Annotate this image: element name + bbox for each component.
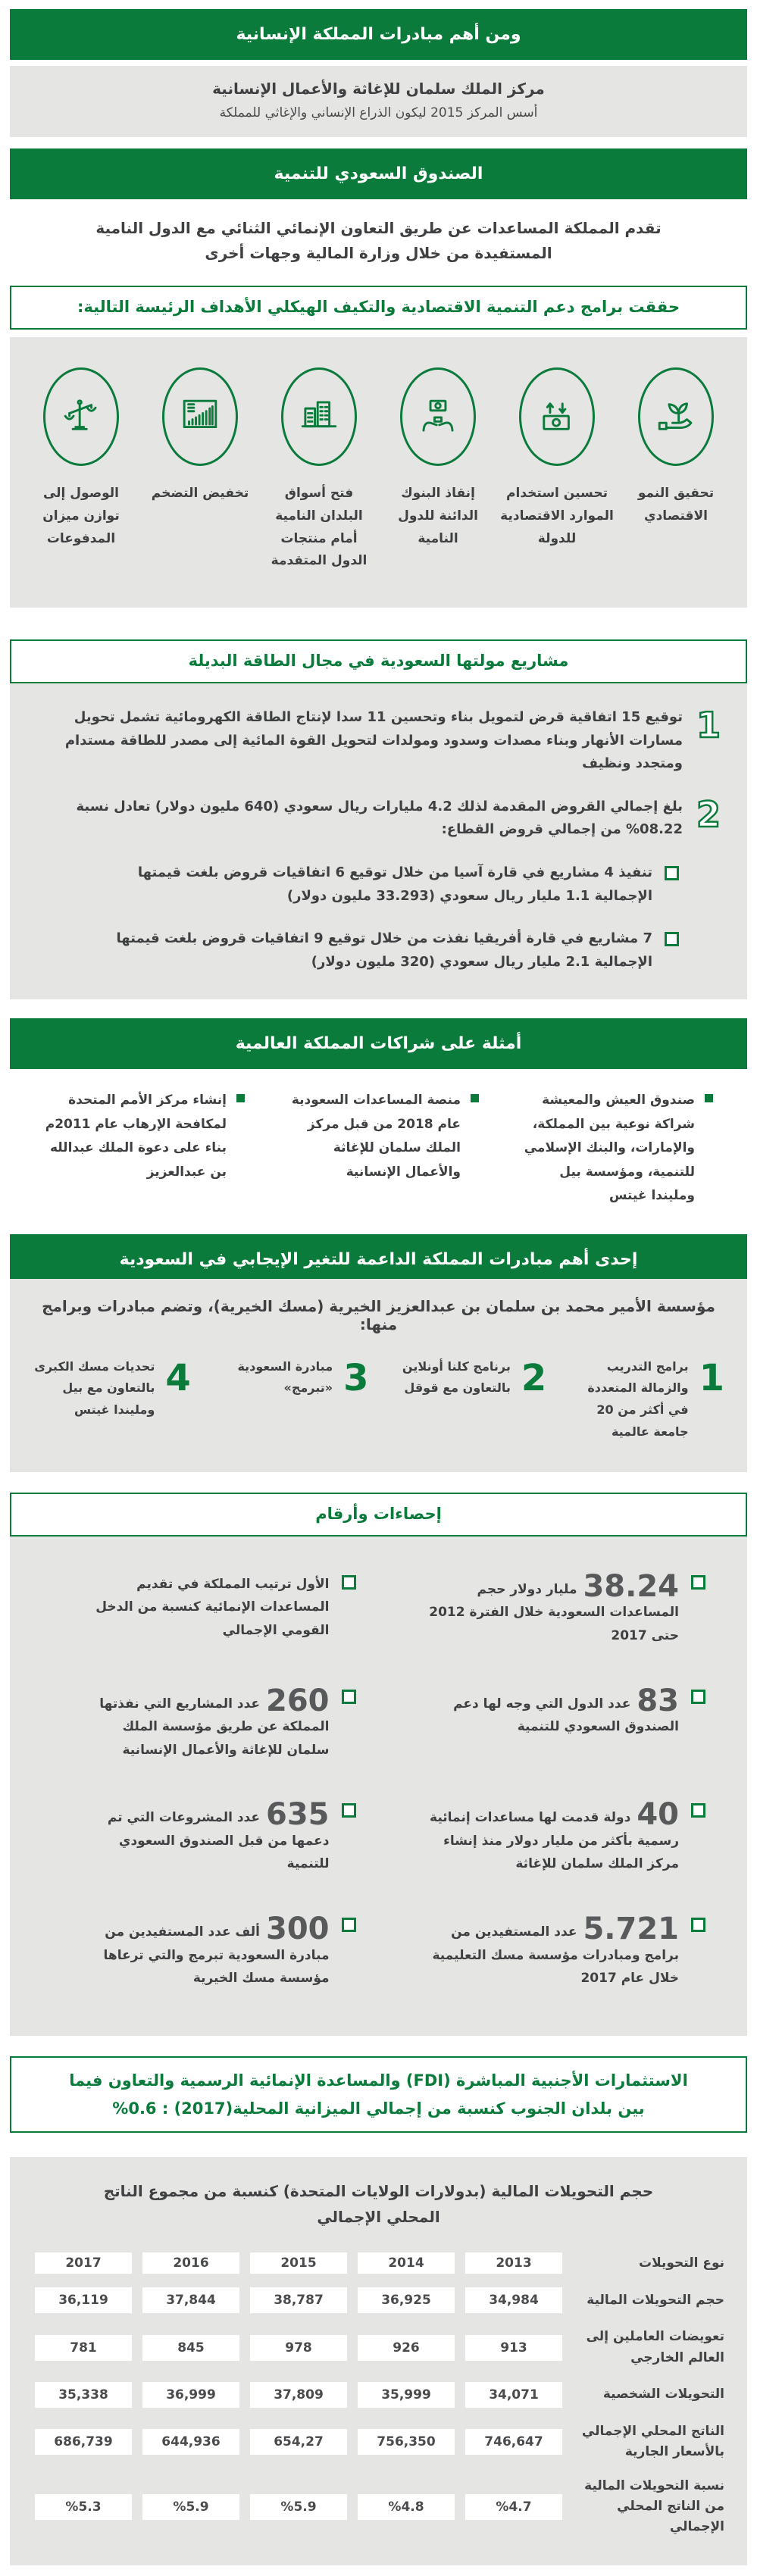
table-cell: 38,787 bbox=[250, 2287, 347, 2313]
partnerships-row bbox=[10, 1069, 747, 1233]
misk-item-text: برنامج كلنا أونلاين بالتعاون مع قوقل bbox=[402, 1358, 511, 1396]
goal-label: تخفيض التضخم bbox=[151, 486, 249, 501]
energy-subitem bbox=[29, 861, 679, 908]
table-cell: %5.3 bbox=[35, 2494, 132, 2520]
goals-row bbox=[23, 367, 734, 573]
misk-item bbox=[211, 1356, 369, 1443]
row-label: نسبة التحويلات المالية من الناتج المحلي الإجمالي bbox=[584, 2478, 724, 2535]
stat-text: مليار دولار حجم المساعدات السعودية خلال الفترة 2012 حتى 2017 bbox=[429, 1581, 679, 1643]
humanitarian-initiatives-banner bbox=[10, 9, 747, 60]
square-bullet-icon bbox=[236, 1094, 245, 1102]
stat-value: 83 bbox=[637, 1683, 679, 1718]
stat-text: عدد المستفيدين من برامج ومبادرات مؤسسة مسك التعليمية خلال عام 2017 bbox=[432, 1924, 679, 1987]
table-cell: 644,936 bbox=[142, 2429, 239, 2455]
table-cell: 746,647 bbox=[465, 2429, 562, 2455]
goals-title: حققت برامج دعم التنمية الاقتصادية والتكيف الهيكلي الأهداف الرئيسة التالية: bbox=[77, 298, 680, 317]
stat-value: 300 bbox=[266, 1912, 330, 1947]
economic-growth-icon bbox=[638, 367, 714, 466]
energy-subitem bbox=[29, 927, 679, 974]
stat-body bbox=[80, 1683, 330, 1762]
misk-item-text: تحديات مسك الكبرى بالتعاون مع بيل ومليندا غيتس bbox=[34, 1358, 155, 1418]
year-header: 2016 bbox=[142, 2252, 239, 2274]
misk-item-text: مبادرة السعودية «تبرمج» bbox=[237, 1358, 333, 1396]
remittances-table-panel bbox=[10, 2157, 747, 2565]
misk-intro: مؤسسة الأمير محمد بن سلمان بن عبدالعزيز الخيرية (مسك الخيرية)، وتضم مبادرات وبرامج منها: bbox=[42, 1296, 715, 1333]
table-cell: %4.7 bbox=[465, 2494, 562, 2520]
year-header: 2015 bbox=[250, 2252, 347, 2274]
resources-usage-icon bbox=[519, 367, 595, 466]
stat-item bbox=[402, 1683, 706, 1762]
energy-item bbox=[29, 793, 721, 842]
goal-label: فتح أسواق البلدان النامية أمام منتجات الدول المتقدمة bbox=[271, 486, 368, 569]
table-type-label: نوع التحويلات bbox=[638, 2255, 724, 2271]
energy-panel bbox=[10, 683, 747, 999]
stat-body bbox=[429, 1912, 679, 1990]
stat-value: 635 bbox=[266, 1797, 330, 1833]
partnership-text: صندوق العيش والمعيشة شراكة نوعية بين المملكة، والإمارات، والبنك الإسلامي للتنمية، ومؤسسة بيل ومليندا غيتس bbox=[524, 1093, 695, 1204]
stat-item bbox=[402, 1912, 706, 1990]
misk-item-text: برامج التدريب والزمالة المتعددة في أكثر من 20 جامعة عالمية bbox=[587, 1358, 689, 1439]
stat-body bbox=[80, 1912, 330, 1990]
goal-item bbox=[499, 367, 615, 573]
partnership-item bbox=[44, 1089, 245, 1208]
table-cell: 35,999 bbox=[358, 2382, 455, 2408]
stat-value: 5.721 bbox=[583, 1912, 679, 1947]
stat-item bbox=[402, 1797, 706, 1876]
table-row bbox=[33, 2287, 724, 2313]
stat-body bbox=[429, 1568, 679, 1648]
misk-item-number: 2 bbox=[521, 1356, 547, 1399]
table-cell: 34,984 bbox=[465, 2287, 562, 2313]
ksrelief-subtitle: أسس المركز 2015 ليكون الذراع الإنساني والإغاثي للمملكة bbox=[219, 105, 538, 120]
partnership-item bbox=[278, 1089, 479, 1208]
sdf-description: تقدم المملكة المساعدات عن طريق التعاون الإنمائي الثنائي مع الدول النامية المستفيدة من خلال وزارة المالية وجهات أخرى bbox=[95, 219, 662, 262]
checkbox-bullet-icon bbox=[691, 1690, 705, 1704]
partnership-item bbox=[512, 1089, 713, 1208]
goal-item bbox=[142, 367, 258, 573]
table-cell: %5.9 bbox=[250, 2494, 347, 2520]
table-cell: 37,844 bbox=[142, 2287, 239, 2313]
stat-body bbox=[80, 1797, 330, 1876]
energy-item-number: 1 bbox=[696, 705, 721, 746]
checkbox-bullet-icon bbox=[691, 1803, 705, 1818]
goals-header-box bbox=[10, 286, 747, 330]
stat-item bbox=[52, 1912, 356, 1990]
stat-text: عدد المشاريع التي نفذتها المملكة عن طريق مؤسسة الملك سلمان للإغاثة والأعمال الإنسانية bbox=[99, 1696, 330, 1758]
misk-item bbox=[33, 1356, 191, 1443]
table-cell: 37,809 bbox=[250, 2382, 347, 2408]
stat-value: 260 bbox=[266, 1683, 330, 1718]
checkbox-bullet-icon bbox=[691, 1918, 705, 1932]
partnerships-banner bbox=[10, 1018, 747, 1069]
table-cell: 654,27 bbox=[250, 2429, 347, 2455]
table-cell: 36,119 bbox=[35, 2287, 132, 2313]
table-cell: 756,350 bbox=[358, 2429, 455, 2455]
table-cell: %5.9 bbox=[142, 2494, 239, 2520]
stat-text: دولة قدمت لها مساعدات إنمائية رسمية بأكثر من مليار دولار منذ إنشاء مركز الملك سلمان للإغاثة bbox=[430, 1810, 679, 1872]
checkbox-bullet-icon bbox=[665, 866, 679, 880]
year-header: 2013 bbox=[465, 2252, 562, 2274]
row-label: الناتج المحلي الإجمالي بالأسعار الجارية bbox=[581, 2423, 724, 2459]
energy-item bbox=[29, 706, 721, 776]
square-bullet-icon bbox=[705, 1094, 713, 1102]
misk-row bbox=[33, 1356, 724, 1443]
fdi-header-box bbox=[10, 2056, 747, 2134]
energy-item-text: بلغ إجمالي القروض المقدمة لذلك 4.2 مليارات ريال سعودي (640 مليون دولار) تعادل نسبة 08.22% من إجمالي قروض القطاع: bbox=[76, 798, 683, 838]
goals-panel bbox=[10, 337, 747, 608]
checkbox-bullet-icon bbox=[342, 1918, 356, 1932]
row-label: تعويضات العاملين إلى العالم الخارجي bbox=[586, 2329, 724, 2365]
table-cell: 686,739 bbox=[35, 2429, 132, 2455]
partnerships-banner-title: أمثلة على شراكات المملكة العالمية bbox=[235, 1034, 522, 1054]
checkbox-bullet-icon bbox=[342, 1803, 356, 1818]
table-cell: 34,071 bbox=[465, 2382, 562, 2408]
goal-item bbox=[261, 367, 377, 573]
stat-body bbox=[429, 1797, 679, 1876]
fdi-title: الاستثمارات الأجنبية المباشرة (FDI) والمساعدة الإنمائية الرسمية والتعاون فيما بين بلدان الجنوب كنسبة من إجمالي الميزانية المحلية(2017) : 0.6% bbox=[69, 2071, 688, 2118]
balance-of-payments-icon bbox=[43, 367, 119, 466]
ksrelief-title: مركز الملك سلمان للإغاثة والأعمال الإنسانية bbox=[212, 80, 545, 98]
partnership-text: إنشاء مركز الأمم المتحدة لمكافحة الإرهاب عام 2011م بناء على دعوة الملك عبدالله بن عبدالعزيز bbox=[45, 1093, 227, 1180]
energy-subitem-text: تنفيذ 4 مشاريع في قارة آسيا من خلال توقيع 6 اتفاقيات قروض بلغت قيمتها الإجمالية 1.1 مليار ريال سعودي (33.293 مليون دولار) bbox=[137, 864, 652, 904]
table-cell: 781 bbox=[35, 2335, 132, 2361]
table-row bbox=[33, 2327, 724, 2368]
stat-text: ألف عدد المستفيدين من مبادرة السعودية تبرمج والتي ترعاها مؤسسة مسك الخيرية bbox=[103, 1924, 330, 1987]
goal-item bbox=[380, 367, 496, 573]
partnership-text: منصة المساعدات السعودية عام 2018 من قبل مركز الملك سلمان للإغاثة والأعمال الإنسانية bbox=[291, 1093, 461, 1180]
stats-panel bbox=[10, 1537, 747, 2036]
goal-item bbox=[618, 367, 734, 573]
goal-label: تحسين استخدام الموارد الاقتصادية للدولة bbox=[500, 486, 614, 546]
table-cell: 926 bbox=[358, 2335, 455, 2361]
checkbox-bullet-icon bbox=[691, 1575, 705, 1590]
table-row bbox=[33, 2421, 724, 2462]
checkbox-bullet-icon bbox=[342, 1690, 356, 1704]
stat-text: عدد المشروعات التي تم دعمها من قبل الصندوق السعودي للتنمية bbox=[107, 1810, 330, 1872]
row-label: التحويلات الشخصية bbox=[602, 2387, 724, 2402]
stat-item bbox=[52, 1797, 356, 1876]
table-cell: 845 bbox=[142, 2335, 239, 2361]
stat-value: 40 bbox=[637, 1797, 679, 1833]
stat-item bbox=[52, 1573, 356, 1648]
misk-banner bbox=[10, 1234, 747, 1285]
table-title: حجم التحويلات المالية (بدولارات الولايات المتحدة) كنسبة من مجموع الناتج المحلي الإجمالي bbox=[103, 2182, 654, 2227]
energy-header-box bbox=[10, 639, 747, 683]
table-cell: %4.8 bbox=[358, 2494, 455, 2520]
table-cell: 36,999 bbox=[142, 2382, 239, 2408]
square-bullet-icon bbox=[471, 1094, 479, 1102]
energy-item-text: توقيع 15 اتفاقية قرض لتمويل بناء وتحسين 11 سدا لإنتاج الطاقة الكهرومائية تشمل تحويل مسارات الأنهار وبناء مصدات وسدود ومولدات لتحويل القوة المائية إلى مصدر للطاقة مستدام ومتجدد ونظيف bbox=[64, 709, 683, 772]
energy-item-number: 2 bbox=[696, 793, 721, 835]
misk-item bbox=[389, 1356, 547, 1443]
goal-label: تحقيق النمو الاقتصادي bbox=[637, 486, 715, 524]
checkbox-bullet-icon bbox=[665, 932, 679, 946]
table-row bbox=[33, 2476, 724, 2538]
year-header: 2014 bbox=[358, 2252, 455, 2274]
stat-text: عدد الدول التي وجه لها دعم الصندوق السعودي للتنمية bbox=[453, 1696, 679, 1735]
stat-item bbox=[402, 1568, 706, 1648]
stat-value: 38.24 bbox=[583, 1568, 679, 1604]
stat-item bbox=[52, 1683, 356, 1762]
table-cell: 913 bbox=[465, 2335, 562, 2361]
stat-body bbox=[429, 1683, 679, 1762]
sdf-banner bbox=[10, 148, 747, 199]
table-header-row bbox=[33, 2252, 724, 2274]
year-header: 2017 bbox=[35, 2252, 132, 2274]
sdf-banner-title: الصندوق السعودي للتنمية bbox=[274, 164, 483, 183]
goal-label: إنقاذ البنوك الدائنة للدول النامية bbox=[398, 486, 478, 546]
goal-item bbox=[23, 367, 139, 573]
stats-title: إحصاءات وأرقام bbox=[315, 1504, 442, 1523]
misk-panel bbox=[10, 1279, 747, 1472]
misk-item-number: 4 bbox=[165, 1356, 191, 1399]
energy-title: مشاريع مولتها السعودية في مجال الطاقة البديلة bbox=[188, 652, 569, 671]
markets-opening-icon bbox=[281, 367, 357, 466]
banner-title: ومن أهم مبادرات المملكة الإنسانية bbox=[236, 25, 521, 44]
ksrelief-panel bbox=[10, 66, 747, 137]
energy-subitem-text: 7 مشاريع في قارة أفريقيا نفذت من خلال توقيع 9 اتفاقيات قروض بلغت قيمتها الإجمالية 2.1 مليار ريال سعودي (320 مليون دولار) bbox=[116, 930, 652, 970]
inflation-reduction-icon bbox=[162, 367, 238, 466]
table-row bbox=[33, 2382, 724, 2408]
goal-label: الوصول إلى توازن ميزان المدفوعات bbox=[42, 486, 120, 546]
table-cell: 978 bbox=[250, 2335, 347, 2361]
table-cell: 36,925 bbox=[358, 2287, 455, 2313]
stat-text: الأول ترتيب المملكة في تقديم المساعدات الإنمائية كنسبة من الدخل القومي الإجمالي bbox=[95, 1576, 330, 1638]
checkbox-bullet-icon bbox=[342, 1575, 356, 1590]
misk-item-number: 3 bbox=[343, 1356, 369, 1399]
misk-item-number: 1 bbox=[699, 1356, 724, 1399]
table-cell: 35,338 bbox=[35, 2382, 132, 2408]
stats-header-box bbox=[10, 1493, 747, 1537]
banks-rescue-icon bbox=[400, 367, 476, 466]
stat-body bbox=[80, 1573, 330, 1648]
misk-banner-title: إحدى أهم مبادرات المملكة الداعمة للتغير الإيجابي في السعودية bbox=[119, 1249, 638, 1269]
row-label: حجم التحويلات المالية bbox=[587, 2292, 724, 2308]
misk-item bbox=[566, 1356, 724, 1443]
